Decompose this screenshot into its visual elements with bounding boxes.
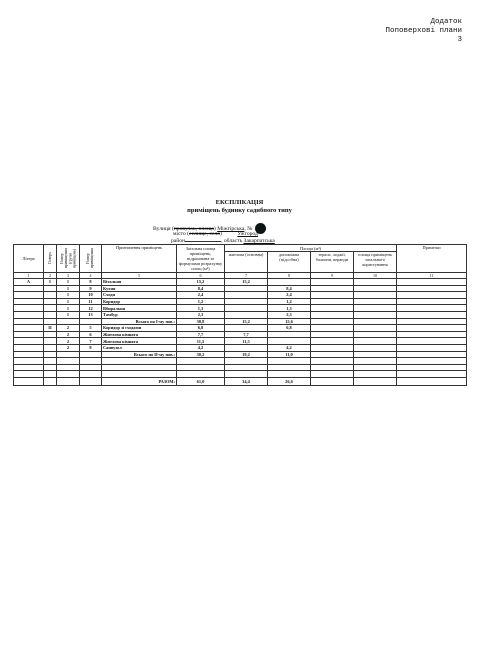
header-room-purpose: Призначення приміщень [102,245,177,273]
header-room-group-no: Номер приміщення (групи приміщень) [59,248,77,268]
table-row: 1 12 Вбиральня 1,3 1,3 [14,305,467,312]
grand-total-row: РАЗОМ: 61,0 34,4 26,6 [14,377,467,385]
header-floor: Поверх [47,252,52,264]
header-litera: Літера [14,245,44,273]
header-notes: Примітки [397,245,467,273]
city-value: Ужгород [237,231,258,237]
appendix-corner-note [385,18,462,45]
table-row: 1 9 Кухня 8,4 8,4 [14,285,467,292]
header-other-area: площа приміщень загального користування [354,252,397,273]
table-row: 2 8 Санвузол 4,2 4,2 [14,344,467,351]
empty-row [14,358,467,365]
table-row: 1 13 Тамбур 2,3 2,3 [14,311,467,318]
address-region-line: район , область Закарпатська [171,238,275,244]
table-row: 1 10 Сходи 2,4 2,4 [14,292,467,299]
header-terrace: тераси, лоджії, балкони, веранди [311,252,354,273]
address-street-line: Вулиця (провулок, площа) Міжгірська, № [153,223,266,234]
appendix-label: Додаток [430,18,462,26]
column-number-row: 1 2 3 4 5 6 7 8 9 10 11 [14,273,467,279]
empty-row [14,364,467,371]
header-living: житлова (основна) [225,252,268,273]
header-total-area: Загальна площа приміщень, підрахована за формулами розрахунку площ (м²) [177,245,225,273]
empty-row [14,371,467,378]
document-subtitle: приміщень будинку садибного типу [187,207,292,214]
table-row: 2 6 Житлова кімната 7,7 7,7 [14,331,467,338]
table-row: ІІ 2 5 Коридор зі сходами 6,8 6,8 [14,325,467,332]
appendix-subtitle: Поповерхові плани [385,27,462,35]
table-row: 2 7 Житлова кімната 11,5 11,5 [14,338,467,345]
header-room-no: Номер приміщення [86,248,95,268]
document-title: ЕКСПЛІКАЦІЯ [215,199,264,206]
address-city-line: місто (селище, село) Ужгород [173,231,258,237]
table-row: А І 1 8 Вітальня 15,2 15,2 [14,279,467,286]
floor2-total-row: Всього по ІІ-му пов.: 30,2 19,2 11,0 [14,351,467,358]
table-row: 1 11 Коридор 1,2 1,2 [14,298,467,305]
region-value: Закарпатська [243,238,275,244]
floor1-total-row: Всього по І-му пов.: 30,8 15,2 15,6 [14,318,467,325]
header-auxiliary: допоміжна (підсобна) [268,252,311,273]
explication-table [13,244,467,386]
header-area-group: Площа (м²) [225,245,397,252]
street-value: Міжгірська [217,226,245,232]
appendix-number: 3 [457,36,462,44]
